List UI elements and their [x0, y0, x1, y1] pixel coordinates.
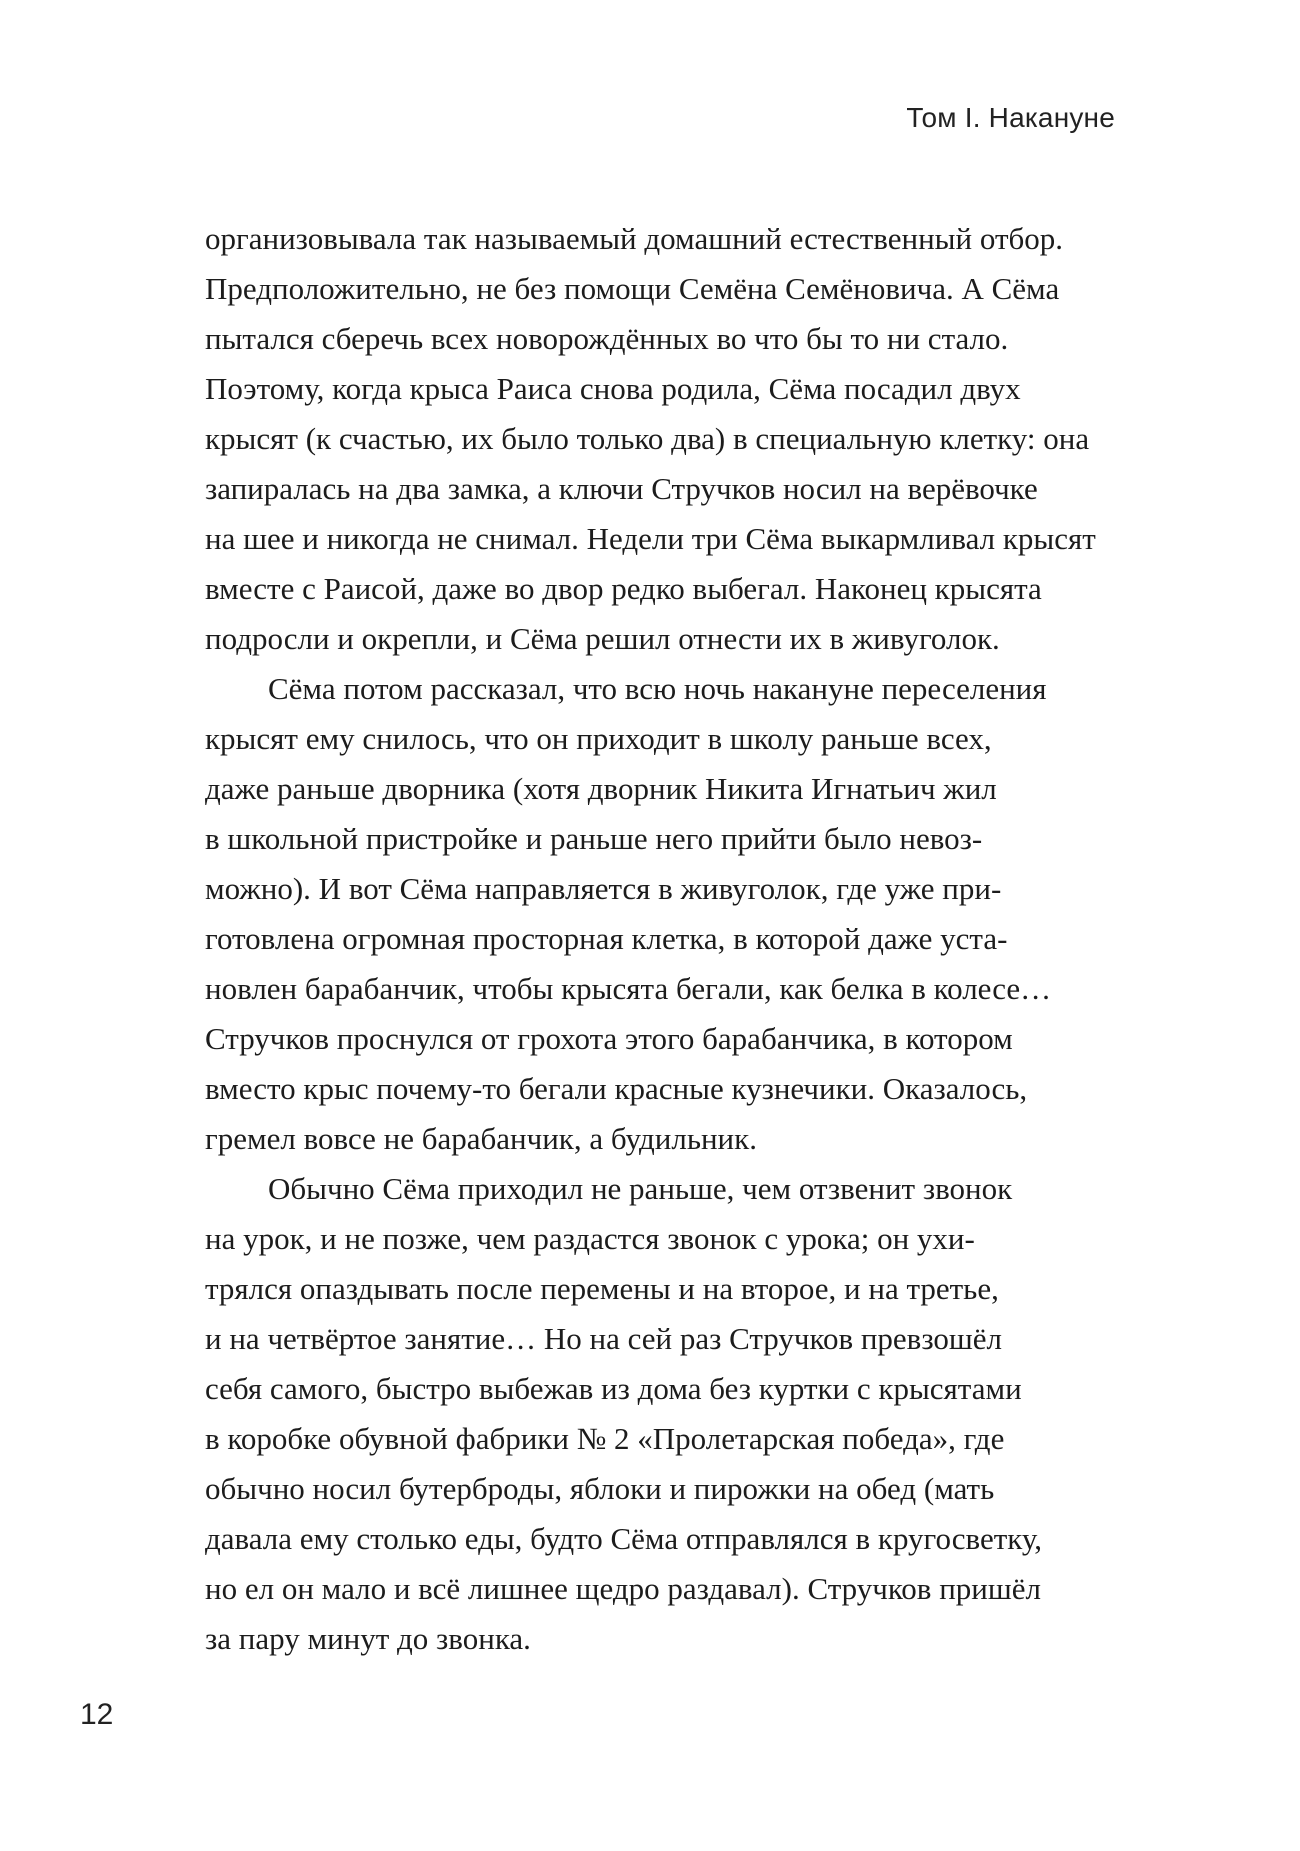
text-line: Поэтому, когда крыса Раиса снова родила, Сёма посадил двух	[205, 371, 1021, 406]
text-line: в школьной пристройке и раньше него прийти было невоз-	[205, 821, 983, 856]
text-line: новлен барабанчик, чтобы крысята бегали, как белка в колесе…	[205, 971, 1052, 1006]
text-line: себя самого, быстро выбежав из дома без куртки с крысятами	[205, 1371, 1022, 1406]
text-line: Предположительно, не без помощи Семёна Семёновича. А Сёма	[205, 271, 1060, 306]
text-line: организовывала так называемый домашний естественный отбор.	[205, 221, 1064, 256]
text-line: на шее и никогда не снимал. Недели три Сёма выкармливал крысят	[205, 521, 1096, 556]
text-line: пытался сберечь всех новорождённых во что бы то ни стало.	[205, 321, 1009, 356]
text-line: крысят ему снилось, что он приходит в школу раньше всех,	[205, 721, 992, 756]
text-line: за пару минут до звонка.	[205, 1621, 531, 1656]
text-line: обычно носил бутерброды, яблоки и пирожки на обед (мать	[205, 1471, 995, 1506]
text-line: крысят (к счастью, их было только два) в специальную клетку: она	[205, 421, 1090, 456]
paragraph-3	[205, 1164, 1125, 1664]
text-line: в коробке обувной фабрики № 2 «Пролетарская победа», где	[205, 1421, 1005, 1456]
body-text	[205, 214, 1125, 1664]
paragraph-2	[205, 664, 1125, 1164]
paragraph-1	[205, 214, 1125, 664]
text-line: Обычно Сёма приходил не раньше, чем отзвенит звонок	[268, 1171, 1013, 1206]
text-line: подросли и окрепли, и Сёма решил отнести их в живуголок.	[205, 621, 1000, 656]
text-line: Сёма потом рассказал, что всю ночь накануне переселения	[268, 671, 1047, 706]
running-header-title: Том I. Накануне	[906, 102, 1115, 133]
text-line: вместо крыс почему-то бегали красные кузнечики. Оказалось,	[205, 1071, 1028, 1106]
text-line: Стручков проснулся от грохота этого барабанчика, в котором	[205, 1021, 1013, 1056]
text-line: гремел вовсе не барабанчик, а будильник.	[205, 1121, 757, 1156]
text-line: запиралась на два замка, а ключи Стручков носил на верёвочке	[205, 471, 1038, 506]
page-number: 12	[80, 1698, 114, 1731]
text-line: даже раньше дворника (хотя дворник Никита Игнатьич жил	[205, 771, 997, 806]
text-line: вместе с Раисой, даже во двор редко выбегал. Наконец крысята	[205, 571, 1042, 606]
text-line: трялся опаздывать после перемены и на второе, и на третье,	[205, 1271, 999, 1306]
text-line: и на четвёртое занятие… Но на сей раз Стручков превзошёл	[205, 1321, 1002, 1356]
text-line: готовлена огромная просторная клетка, в которой даже уста-	[205, 921, 1008, 956]
text-line: давала ему столько еды, будто Сёма отправлялся в кругосветку,	[205, 1521, 1043, 1556]
text-line: можно). И вот Сёма направляется в живуголок, где уже при-	[205, 871, 1002, 906]
text-line: на урок, и не позже, чем раздастся звонок с урока; он ухи-	[205, 1221, 975, 1256]
text-line: но ел он мало и всё лишнее щедро раздавал). Стручков пришёл	[205, 1571, 1041, 1606]
